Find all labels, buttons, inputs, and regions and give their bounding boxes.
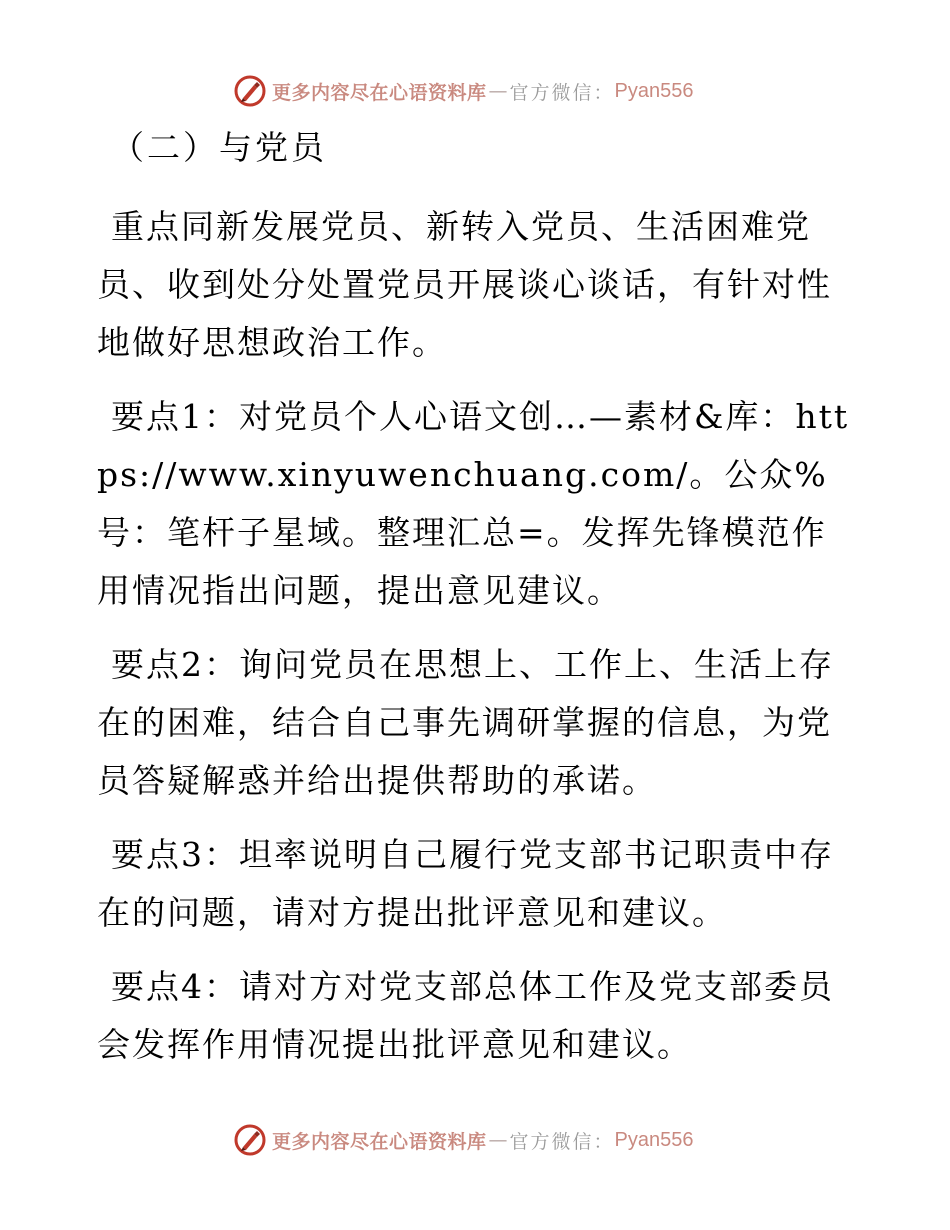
watermark-brand: 更多内容尽在心语资料库 (272, 81, 487, 104)
footer-watermark (234, 1123, 714, 1157)
paragraph-point-3: 要点3：坦率说明自己履行党支部书记职责中存在的问题，请对方提出批评意见和建议。 (97, 835, 834, 932)
document-body (97, 120, 857, 1074)
paragraph-point-4: 要点4：请对方对党支部总体工作及党支部委员会发挥作用情况提出批评意见和建议。 (97, 967, 834, 1064)
watermark-wechat-label: 官方微信： (509, 1130, 615, 1153)
section-heading: （二）与党员 (111, 128, 327, 167)
watermark-brand: 更多内容尽在心语资料库 (272, 1130, 487, 1153)
watermark-separator: — (488, 1129, 508, 1151)
watermark-wechat-id: Pyan556 (614, 1128, 694, 1151)
watermark-separator: — (488, 80, 508, 102)
watermark-wechat-label: 官方微信： (509, 81, 615, 104)
pen-logo-icon (234, 75, 266, 107)
paragraph-point-2: 要点2：询问党员在思想上、工作上、生活上存在的困难，结合自己事先调研掌握的信息，为党员答疑解惑并给出提供帮助的承诺。 (97, 645, 834, 800)
paragraph-point-1: 要点1：对党员个人心语文创…—素材&库：https://www.xinyuwenchuang.com/。公众%号：笔杆子星域。整理汇总=。发挥先锋模范作用情况指出问题，提出意见建议。 (97, 397, 850, 610)
watermark-wechat-id: Pyan556 (614, 79, 694, 102)
header-watermark (234, 74, 714, 108)
paragraph-intro: 重点同新发展党员、新转入党员、生活困难党员、收到处分处置党员开展谈心谈话，有针对性地做好思想政治工作。 (97, 207, 832, 362)
pen-logo-icon (234, 1124, 266, 1156)
